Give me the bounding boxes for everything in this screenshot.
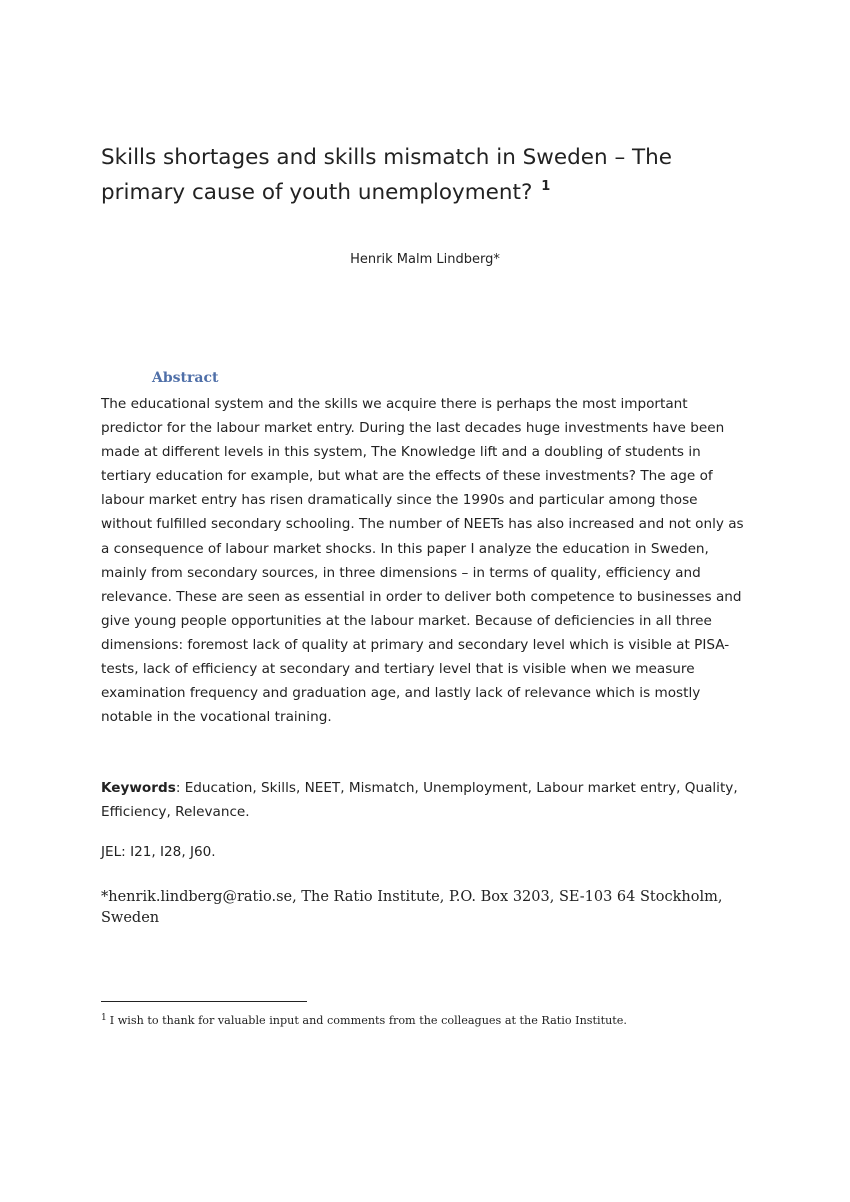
keywords-label: Keywords xyxy=(101,780,176,796)
paper-title-text: Skills shortages and skills mismatch in Sweden – The primary cause of youth unemployment? xyxy=(101,145,673,205)
author-name xyxy=(0,252,850,267)
footnote-marker: 1 xyxy=(101,1013,107,1023)
author-contact xyxy=(101,887,741,929)
footnote-text: I wish to thank for valuable input and comments from the colleagues at the Ratio Institute. xyxy=(109,1014,627,1027)
abstract-heading: Abstract xyxy=(152,370,219,386)
abstract-body: The educational system and the skills we acquire there is perhaps the most important predictor for the labour market entry. During the last decades huge investments have been made at different levels in this system, The Knowledge lift and a doubling of students in tertiary education for example, but what are the effects of these investments? The age of labour market entry has risen dramatically since the 1990s and particular among those without fulfilled secondary schooling. The number of NEETs has also increased and not only as a consequence of labour market shocks. In this paper I analyze the education in Sweden, mainly from secondary sources, in three dimensions – in terms of quality, efficiency and relevance. These are seen as essential in order to deliver both competence to businesses and give young people opportunities at the labour market. Because of deficiencies in all three dimensions: foremost lack of quality at primary and secondary level which is visible at PISA-tests, lack of efficiency at secondary and tertiary level that is visible when we measure examination frequency and graduation age, and lastly lack of relevance which is mostly notable in the vocational training. xyxy=(101,396,744,726)
footnote-divider xyxy=(101,1001,307,1002)
contact-line-1: *henrik.lindberg@ratio.se, The Ratio Institute, P.O. Box 3203, SE-103 64 Stockholm, xyxy=(101,889,723,905)
keywords-list: : Education, Skills, NEET, Mismatch, Unemployment, Labour market entry, Quality, Efficiency, Relevance. xyxy=(101,780,738,820)
paper-title xyxy=(101,140,761,210)
keywords-paragraph xyxy=(101,776,751,824)
jel-codes: JEL: I21, I28, J60. xyxy=(101,844,216,860)
contact-line-2: Sweden xyxy=(101,910,160,926)
author-name-text: Henrik Malm Lindberg* xyxy=(350,252,500,267)
footnote xyxy=(101,1012,741,1030)
title-footnote-marker[interactable]: 1 xyxy=(541,179,551,194)
